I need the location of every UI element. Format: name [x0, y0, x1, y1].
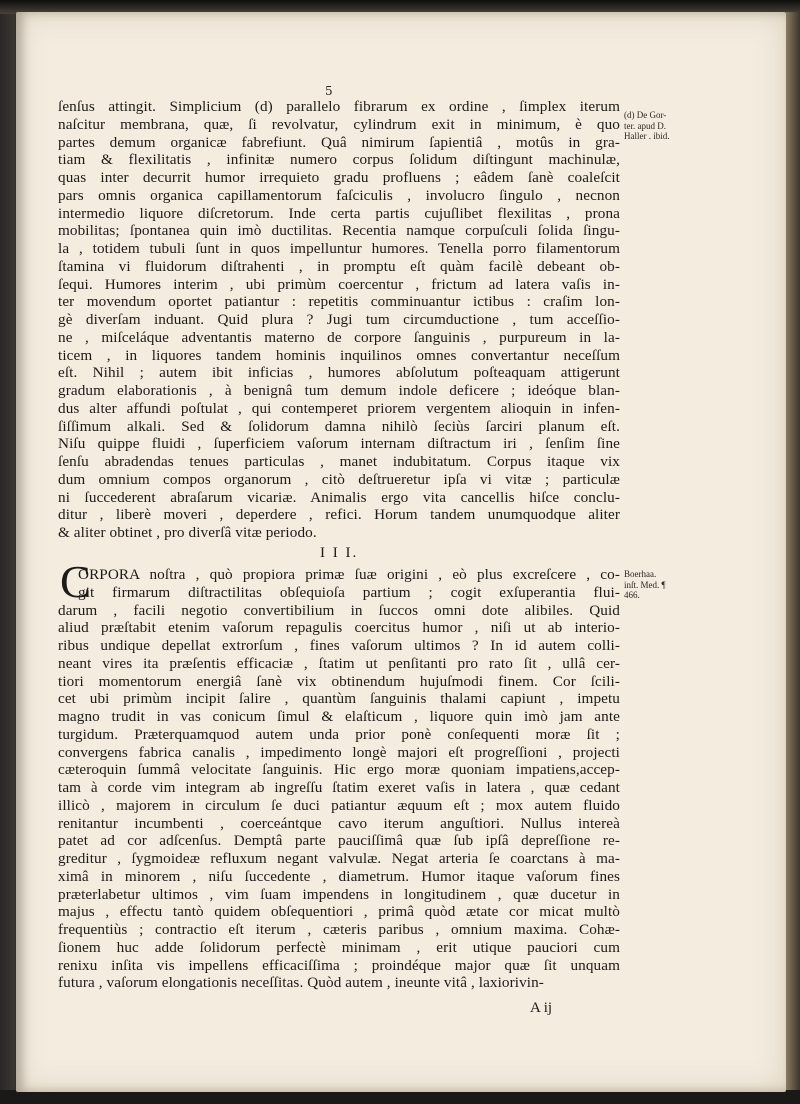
text-line: præterlabetur ultimos , vim ſuam impendens in longitudinem , quæ ducetur in — [58, 885, 620, 903]
text-line: majus , effectu tantò quidem obſequentiori , primâ quòd ætate cor micat multò — [58, 903, 620, 921]
margin-note-line: ter. apud D. — [624, 120, 666, 131]
text-line: ORPORA noſtra , quò propiora primæ ſuæ origini , eò plus excreſcere , co- — [78, 566, 620, 583]
text-line: convergens fabrica canalis , impedimento longè majori eſt progreſſioni , projecti — [58, 743, 620, 761]
text-line: tiori momentorum energiâ ſanè vix obtinendum hujuſmodi finem. Cor ſcili- — [58, 672, 620, 690]
text-line: ticem , in liquores tandem hominis inquilinos omnes convertantur neceſſum — [58, 346, 620, 364]
page-edge-right — [786, 12, 800, 1092]
text-line: futura , vaſorum elongationis neceſſitas. Quòd autem , ineunte vitâ , laxiorivin- — [58, 974, 544, 992]
text-line: ditur , liberè moveri , deperdere , refici. Horum tandem unumquodque aliter — [58, 506, 620, 524]
margin-note-line: Boerhaa. — [624, 569, 657, 579]
text-line: patet ad cor adſcenſus. Demptâ parte pauciſſimâ quæ ſub ipſâ depreſſione re- — [58, 832, 620, 850]
text-line: darum , facili negotio convertibilium in ſuccos omni dote alibiles. Quid — [58, 601, 620, 619]
text-line: frequentiùs ; contractio eſt iterum , cæteris paribus , omnium maxima. Cohæ- — [58, 921, 620, 938]
text-line: ſenſus attingit. Simplicium (d) parallelo fibrarum ex ordine , ſimplex iterum — [58, 98, 620, 115]
text-line: magno trudit in vas conicum ſimul & elaſticum , liquore quin imò jam ante — [58, 708, 620, 725]
text-line: greditur , ſygmoideæ refluxum negant valvulæ. Negat arteria ſe coarctans à ma- — [58, 850, 620, 867]
margin-note-line: 466. — [624, 590, 640, 600]
text-line: git firmarum diſtractilitas obſequioſa partium ; cogit exſuperantia flui- — [78, 583, 620, 601]
catchword: A ij — [530, 1000, 553, 1016]
text-line: dus alter affundi poſtulat , qui contemperet priorem vergentem alioquin in infen- — [58, 399, 620, 417]
margin-note-de-gorter — [624, 110, 694, 142]
text-line: neant vires ita præſentis efficaciæ , ſtatim ut penſitanti pro rato ſit , ullâ cer- — [58, 654, 620, 672]
margin-note-line: inſt. Med. ¶ — [624, 579, 666, 590]
text-line: ximâ in minorem , niſu ſuccedente , diametrum. Humor itaque vaſorum fines — [58, 867, 620, 885]
text-line: cet ubi primùm incipit ſalire , quantùm ſanguinis thalami capiunt , impetu — [58, 690, 620, 708]
text-line: pars omnis organica capillamentorum faſciculis , involucro ſingulo , necnon — [58, 186, 620, 204]
paragraph-block-2 — [58, 566, 620, 992]
section-heading: I I I. — [320, 545, 359, 561]
margin-note-line: (d) De Gor- — [624, 110, 667, 120]
text-line: ni ſuccederent abraſarum vicariæ. Animalis ergo vita cancellis hiſce conclu- — [58, 488, 620, 506]
text-line: quas inter decurrit humor irrequieto gradu profluens ; eâdem ſanè coaleſcit — [58, 169, 620, 186]
text-line: renixu inſita vis impellens efficaciſſima ; proindéque major quæ ſit unquam — [58, 956, 620, 974]
text-line: aliud præſtabit etenim vaſorum repagulis coercitus humor , niſi ut ab interio- — [58, 619, 620, 637]
text-line: mobilitas; ſpontanea quin imò ductilitas. Recentia namque corpuſculi ſolida ſingu- — [58, 222, 620, 240]
text-line: ſtamina vi fluidorum diſtrahenti , in promptu eſt quàm facilè debeant ob- — [58, 257, 620, 275]
text-line: turgidum. Præterquamquod autem unda prior ponè conſequenti moræ ſit ; — [58, 725, 620, 743]
text-line: partes demum organicæ fabrefiunt. Quâ nimirum ſapientiâ , motûs in gra- — [58, 133, 620, 151]
text-line: cæteroquin ſummâ velocitate ſanguinis. Hic ergo moræ quoniam impatiens,accep- — [58, 761, 620, 779]
text-line: ſequi. Humores interim , ubi primùm coercentur , frictum ad latera vaſis in- — [58, 275, 620, 293]
text-line: tam à corde vim integram ab ingreſſu ſtatim exeret vaſis in latera , quæ cedant — [58, 779, 620, 796]
text-line: ribus undique depellat extrorſum , fines vaſorum ultimos ? In id autem colli- — [58, 637, 620, 654]
margin-note-boerhaave — [624, 569, 694, 601]
text-line: eſt. Nihil ; autem ibit inficias , humores abſolutum poſteaquam attigerunt — [58, 364, 620, 382]
text-line: dum omnium compos organorum , citò deſtrueretur ipſa vi vitæ ; particulæ — [58, 470, 620, 488]
paragraph-block-1 — [58, 98, 620, 542]
text-line: ne , miſceláque adventantis materno de corpore ſanguinis , purpureum in la- — [58, 328, 620, 346]
text-line: & aliter obtinet , pro diverſâ vitæ periodo. — [58, 524, 317, 541]
text-line: gradum elaborationis , à benignâ tum demum indole deficere ; ideóque blan- — [58, 382, 620, 399]
text-line: intermedio liquore diſcretorum. Inde certa partis cujuſlibet flexilitas , prona — [58, 204, 620, 222]
text-line: ſionem huc adde ſolidorum perfectè minimam , erit utique pauciori cum — [58, 938, 620, 956]
text-line: naſcitur membrana, quæ, ſi revolvatur, cylindrum exit in minimum, è quo — [58, 115, 620, 133]
page-number: 5 — [325, 84, 333, 98]
text-line: ſenſu abradendas tenues particulas , manet indubitatum. Corpus itaque vix — [58, 453, 620, 470]
margin-note-line: Haller . ibid. — [624, 131, 670, 141]
text-line: Niſu quippe fluidi , ſuperficiem vaſorum internam diſtractum iri , ſenſim ſine — [58, 435, 620, 453]
text-line: illicò , majorem in circulum ſe duci patiantur æquum eſt ; mox autem fluido — [58, 796, 620, 814]
text-line: gè diverſam induant. Quid plura ? Jugi tum circumductione , tum acceſſio- — [58, 311, 620, 328]
text-line: ter movendum oportet patiantur : repetitis comminuantur ictibus : craſim lon- — [58, 293, 620, 311]
text-line: ſiſſimum alkali. Sed & ſolidorum damna nihilò ſeciùs ſarciri planum eſt. — [58, 417, 620, 435]
text-line: tiam & flexilitatis , infinitæ numero corpus ſolidum diſtingunt machinulæ, — [58, 151, 620, 169]
text-line: la , totidem tubuli ſunt in quos impelluntur humores. Tenella porro filamentorum — [58, 240, 620, 257]
text-line: renitantur incumbenti , coerceántque cavo iterum anguſtiori. Nullus intereà — [58, 814, 620, 832]
book-bottom-edge — [0, 1090, 800, 1104]
drop-capital: C — [60, 556, 91, 607]
